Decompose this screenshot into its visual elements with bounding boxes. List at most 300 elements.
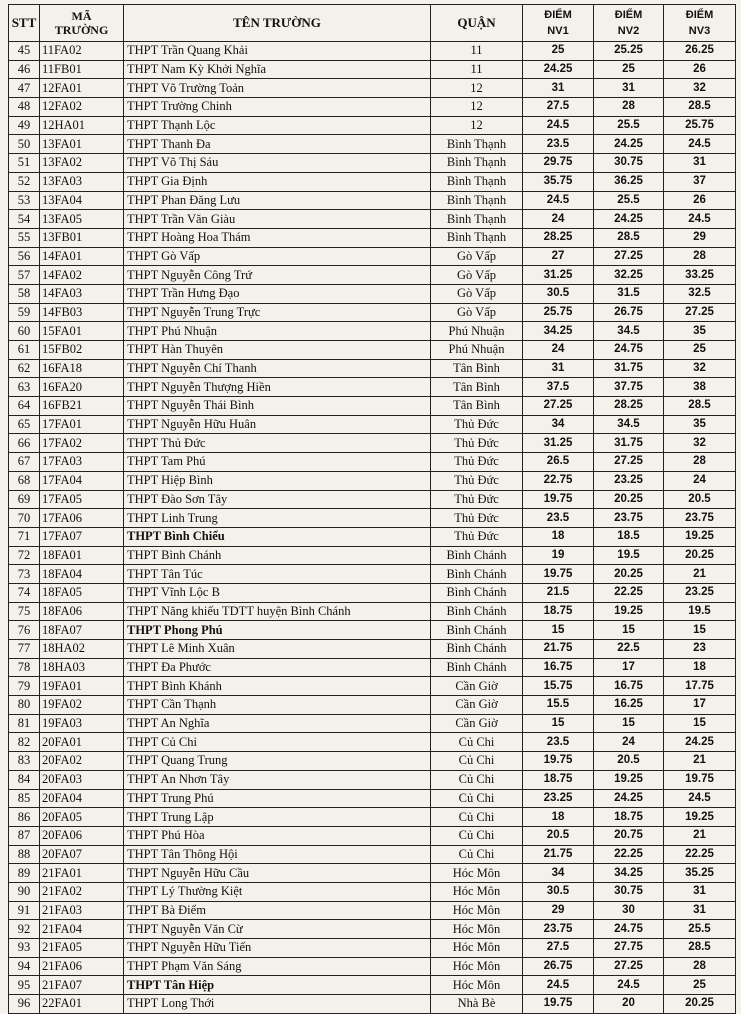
table-row	[9, 154, 736, 173]
district: Bình Chánh	[431, 546, 523, 565]
table-row	[9, 322, 736, 341]
school-name: THPT Nam Kỳ Khởi Nghĩa	[124, 60, 431, 79]
district: Thủ Đức	[431, 509, 523, 528]
district: Củ Chi	[431, 733, 523, 752]
table-row	[9, 714, 736, 733]
table-row	[9, 98, 736, 117]
table-row	[9, 284, 736, 303]
score-nv3: 21	[664, 826, 736, 845]
score-nv2: 30	[594, 901, 664, 920]
table-row	[9, 359, 736, 378]
school-code: 21FA04	[40, 920, 124, 939]
header-score-nv1	[523, 5, 594, 42]
score-nv3: 18	[664, 658, 736, 677]
school-name: THPT Hàn Thuyên	[124, 341, 431, 360]
table-row	[9, 116, 736, 135]
school-code: 13FA04	[40, 191, 124, 210]
row-number: 94	[9, 957, 40, 976]
table-row	[9, 453, 736, 472]
district: Bình Thạnh	[431, 172, 523, 191]
school-code: 16FA18	[40, 359, 124, 378]
score-nv3: 20.25	[664, 546, 736, 565]
admission-scores-document	[8, 4, 735, 1014]
school-name: THPT Nguyễn Thái Bình	[124, 397, 431, 416]
row-number: 67	[9, 453, 40, 472]
row-number: 88	[9, 845, 40, 864]
score-nv2: 16.75	[594, 677, 664, 696]
row-number: 65	[9, 415, 40, 434]
score-nv2: 19.25	[594, 602, 664, 621]
school-name: THPT Nguyễn Văn Cừ	[124, 920, 431, 939]
score-nv3: 25	[664, 341, 736, 360]
table-row	[9, 957, 736, 976]
school-code: 16FA20	[40, 378, 124, 397]
table-row	[9, 546, 736, 565]
district: Bình Thạnh	[431, 210, 523, 229]
school-code: 21FA02	[40, 882, 124, 901]
score-nv1: 27.5	[523, 939, 594, 958]
score-nv2: 36.25	[594, 172, 664, 191]
score-nv1: 31	[523, 359, 594, 378]
row-number: 45	[9, 42, 40, 61]
score-nv1: 23.5	[523, 135, 594, 154]
row-number: 95	[9, 976, 40, 995]
score-nv3: 17.75	[664, 677, 736, 696]
score-nv1: 31.25	[523, 266, 594, 285]
score-nv1: 19.75	[523, 752, 594, 771]
score-nv3: 19.5	[664, 602, 736, 621]
school-name: THPT Bình Chánh	[124, 546, 431, 565]
district: Bình Thạnh	[431, 154, 523, 173]
table-row	[9, 490, 736, 509]
score-nv3: 15	[664, 621, 736, 640]
district: Thủ Đức	[431, 453, 523, 472]
score-nv2: 19.5	[594, 546, 664, 565]
school-name: THPT Nguyễn Hữu Tiến	[124, 939, 431, 958]
table-row	[9, 658, 736, 677]
school-name: THPT An Nghĩa	[124, 714, 431, 733]
school-name: THPT Quang Trung	[124, 752, 431, 771]
score-nv2: 18.75	[594, 808, 664, 827]
row-number: 62	[9, 359, 40, 378]
row-number: 49	[9, 116, 40, 135]
school-code: 11FA02	[40, 42, 124, 61]
district: Hóc Môn	[431, 864, 523, 883]
school-code: 14FB03	[40, 303, 124, 322]
table-row	[9, 42, 736, 61]
table-row	[9, 640, 736, 659]
header-nv1-line1: ĐIỂM	[544, 9, 572, 21]
table-header	[9, 5, 736, 42]
score-nv1: 22.75	[523, 471, 594, 490]
score-nv2: 34.5	[594, 415, 664, 434]
school-code: 20FA02	[40, 752, 124, 771]
score-nv2: 34.25	[594, 864, 664, 883]
row-number: 68	[9, 471, 40, 490]
score-nv1: 20.5	[523, 826, 594, 845]
table-row	[9, 247, 736, 266]
table-row	[9, 434, 736, 453]
score-nv2: 27.75	[594, 939, 664, 958]
header-nv1-line2: NV1	[547, 25, 569, 37]
score-nv3: 23.75	[664, 509, 736, 528]
score-nv3: 32	[664, 359, 736, 378]
score-nv3: 17	[664, 696, 736, 715]
header-score-nv2	[594, 5, 664, 42]
score-nv2: 20.5	[594, 752, 664, 771]
district: Tân Bình	[431, 378, 523, 397]
score-nv3: 23	[664, 640, 736, 659]
row-number: 53	[9, 191, 40, 210]
score-nv3: 21	[664, 565, 736, 584]
score-nv1: 21.5	[523, 583, 594, 602]
score-nv1: 27.5	[523, 98, 594, 117]
school-name: THPT Bà Điểm	[124, 901, 431, 920]
school-code: 19FA03	[40, 714, 124, 733]
score-nv2: 28.25	[594, 397, 664, 416]
district: 12	[431, 98, 523, 117]
score-nv2: 27.25	[594, 957, 664, 976]
score-nv2: 31.5	[594, 284, 664, 303]
table-row	[9, 79, 736, 98]
district: Gò Vấp	[431, 266, 523, 285]
district: Gò Vấp	[431, 247, 523, 266]
score-nv3: 35	[664, 415, 736, 434]
score-nv2: 31.75	[594, 359, 664, 378]
school-name: THPT Đào Sơn Tây	[124, 490, 431, 509]
school-code: 11FB01	[40, 60, 124, 79]
score-nv1: 24	[523, 341, 594, 360]
school-code: 17FA06	[40, 509, 124, 528]
school-code: 12HA01	[40, 116, 124, 135]
row-number: 47	[9, 79, 40, 98]
row-number: 92	[9, 920, 40, 939]
score-nv1: 19.75	[523, 995, 594, 1014]
school-code: 14FA03	[40, 284, 124, 303]
school-name: THPT Nguyễn Công Trứ	[124, 266, 431, 285]
district: Bình Chánh	[431, 565, 523, 584]
header-school-code	[40, 5, 124, 42]
score-nv3: 31	[664, 154, 736, 173]
school-code: 13FA01	[40, 135, 124, 154]
school-name: THPT Năng khiếu TDTT huyện Bình Chánh	[124, 602, 431, 621]
header-score-nv3	[664, 5, 736, 42]
score-nv2: 24	[594, 733, 664, 752]
district: Cần Giờ	[431, 696, 523, 715]
table-row	[9, 696, 736, 715]
score-nv2: 27.25	[594, 247, 664, 266]
header-nv3-line2: NV3	[688, 25, 711, 37]
school-name: THPT Võ Trường Toản	[124, 79, 431, 98]
score-nv2: 25.25	[594, 42, 664, 61]
district: Hóc Môn	[431, 939, 523, 958]
district: Nhà Bè	[431, 995, 523, 1014]
school-name: THPT Bình Chiểu	[124, 527, 431, 546]
score-nv3: 20.25	[664, 995, 736, 1014]
score-nv2: 28.5	[594, 228, 664, 247]
score-nv1: 25	[523, 42, 594, 61]
score-nv2: 23.75	[594, 509, 664, 528]
table-row	[9, 228, 736, 247]
school-name: THPT Thanh Đa	[124, 135, 431, 154]
row-number: 51	[9, 154, 40, 173]
district: Tân Bình	[431, 397, 523, 416]
row-number: 69	[9, 490, 40, 509]
score-nv2: 24.75	[594, 341, 664, 360]
row-number: 82	[9, 733, 40, 752]
district: Thủ Đức	[431, 527, 523, 546]
row-number: 66	[9, 434, 40, 453]
school-name: THPT Lý Thường Kiệt	[124, 882, 431, 901]
school-name: THPT Tân Hiệp	[124, 976, 431, 995]
school-code: 13FA03	[40, 172, 124, 191]
header-district: QUẬN	[431, 5, 523, 42]
school-name: THPT Thạnh Lộc	[124, 116, 431, 135]
score-nv2: 22.5	[594, 640, 664, 659]
row-number: 89	[9, 864, 40, 883]
school-code: 21FA06	[40, 957, 124, 976]
school-code: 17FA07	[40, 527, 124, 546]
school-name: THPT Gò Vấp	[124, 247, 431, 266]
score-nv2: 30.75	[594, 154, 664, 173]
district: Bình Chánh	[431, 602, 523, 621]
school-name: THPT Đa Phước	[124, 658, 431, 677]
table-row	[9, 415, 736, 434]
score-nv3: 31	[664, 882, 736, 901]
score-nv1: 24.5	[523, 976, 594, 995]
score-nv1: 21.75	[523, 640, 594, 659]
table-row	[9, 939, 736, 958]
score-nv2: 24.25	[594, 789, 664, 808]
school-name: THPT Nguyễn Thượng Hiền	[124, 378, 431, 397]
district: Thủ Đức	[431, 434, 523, 453]
row-number: 87	[9, 826, 40, 845]
score-nv1: 18.75	[523, 770, 594, 789]
district: Hóc Môn	[431, 957, 523, 976]
district: Hóc Môn	[431, 901, 523, 920]
table-row	[9, 266, 736, 285]
district: Thủ Đức	[431, 415, 523, 434]
score-nv3: 24.5	[664, 789, 736, 808]
score-nv3: 28	[664, 247, 736, 266]
row-number: 56	[9, 247, 40, 266]
score-nv1: 30.5	[523, 284, 594, 303]
score-nv1: 19	[523, 546, 594, 565]
table-row	[9, 770, 736, 789]
school-name: THPT Nguyễn Chí Thanh	[124, 359, 431, 378]
score-nv1: 29.75	[523, 154, 594, 173]
row-number: 79	[9, 677, 40, 696]
school-code: 21FA01	[40, 864, 124, 883]
score-nv3: 31	[664, 901, 736, 920]
score-nv1: 35.75	[523, 172, 594, 191]
district: Thủ Đức	[431, 490, 523, 509]
school-code: 17FA05	[40, 490, 124, 509]
school-name: THPT Trần Quang Khải	[124, 42, 431, 61]
district: Hóc Môn	[431, 882, 523, 901]
table-row	[9, 789, 736, 808]
school-code: 13FA02	[40, 154, 124, 173]
district: Cần Giờ	[431, 714, 523, 733]
table-row	[9, 976, 736, 995]
score-nv1: 31.25	[523, 434, 594, 453]
score-nv1: 31	[523, 79, 594, 98]
table-row	[9, 808, 736, 827]
score-nv1: 34	[523, 415, 594, 434]
row-number: 55	[9, 228, 40, 247]
score-nv3: 15	[664, 714, 736, 733]
score-nv1: 24.5	[523, 116, 594, 135]
header-school-name: TÊN TRƯỜNG	[124, 5, 431, 42]
score-nv3: 26	[664, 60, 736, 79]
header-nv2-line1: ĐIỂM	[614, 9, 643, 21]
score-nv1: 27	[523, 247, 594, 266]
table-row	[9, 901, 736, 920]
school-code: 20FA05	[40, 808, 124, 827]
score-nv2: 32.25	[594, 266, 664, 285]
row-number: 52	[9, 172, 40, 191]
score-nv3: 24	[664, 471, 736, 490]
school-name: THPT Linh Trung	[124, 509, 431, 528]
district: Củ Chi	[431, 808, 523, 827]
district: Bình Thạnh	[431, 191, 523, 210]
table-row	[9, 845, 736, 864]
row-number: 50	[9, 135, 40, 154]
school-name: THPT An Nhơn Tây	[124, 770, 431, 789]
score-nv2: 15	[594, 621, 664, 640]
table-row	[9, 341, 736, 360]
row-number: 78	[9, 658, 40, 677]
header-school-code-line2: TRƯỜNG	[54, 23, 109, 37]
row-number: 72	[9, 546, 40, 565]
score-nv2: 30.75	[594, 882, 664, 901]
score-nv3: 25.75	[664, 116, 736, 135]
score-nv3: 28	[664, 453, 736, 472]
school-name: THPT Trường Chinh	[124, 98, 431, 117]
table-row	[9, 397, 736, 416]
score-nv1: 23.5	[523, 509, 594, 528]
score-nv3: 32.5	[664, 284, 736, 303]
school-name: THPT Củ Chi	[124, 733, 431, 752]
school-name: THPT Trung Lập	[124, 808, 431, 827]
row-number: 81	[9, 714, 40, 733]
school-name: THPT Tân Thông Hội	[124, 845, 431, 864]
score-nv1: 24.25	[523, 60, 594, 79]
table-row	[9, 509, 736, 528]
header-row	[9, 5, 736, 42]
score-nv3: 28	[664, 957, 736, 976]
school-name: THPT Võ Thị Sáu	[124, 154, 431, 173]
school-code: 17FA01	[40, 415, 124, 434]
row-number: 93	[9, 939, 40, 958]
score-nv3: 23.25	[664, 583, 736, 602]
score-nv2: 22.25	[594, 845, 664, 864]
score-nv1: 15.5	[523, 696, 594, 715]
score-nv3: 27.25	[664, 303, 736, 322]
row-number: 84	[9, 770, 40, 789]
score-nv1: 23.5	[523, 733, 594, 752]
school-code: 21FA03	[40, 901, 124, 920]
score-nv2: 24.75	[594, 920, 664, 939]
score-nv2: 24.25	[594, 210, 664, 229]
district: Bình Thạnh	[431, 228, 523, 247]
score-nv3: 25	[664, 976, 736, 995]
school-code: 20FA07	[40, 845, 124, 864]
score-nv1: 29	[523, 901, 594, 920]
table-row	[9, 378, 736, 397]
score-nv3: 26.25	[664, 42, 736, 61]
score-nv3: 26	[664, 191, 736, 210]
school-name: THPT Trung Phú	[124, 789, 431, 808]
school-code: 20FA01	[40, 733, 124, 752]
school-name: THPT Phú Nhuận	[124, 322, 431, 341]
score-nv2: 34.5	[594, 322, 664, 341]
district: Củ Chi	[431, 826, 523, 845]
school-code: 14FA02	[40, 266, 124, 285]
table-row	[9, 210, 736, 229]
school-code: 22FA01	[40, 995, 124, 1014]
score-nv1: 24.5	[523, 191, 594, 210]
table-row	[9, 995, 736, 1014]
district: Bình Chánh	[431, 658, 523, 677]
school-code: 17FA02	[40, 434, 124, 453]
score-nv2: 31.75	[594, 434, 664, 453]
district: Hóc Môn	[431, 976, 523, 995]
score-nv2: 28	[594, 98, 664, 117]
school-code: 15FA01	[40, 322, 124, 341]
scores-table	[8, 4, 736, 1014]
score-nv2: 16.25	[594, 696, 664, 715]
table-row	[9, 565, 736, 584]
school-name: THPT Trần Hưng Đạo	[124, 284, 431, 303]
score-nv2: 15	[594, 714, 664, 733]
score-nv1: 26.75	[523, 957, 594, 976]
score-nv1: 24	[523, 210, 594, 229]
school-name: THPT Gia Định	[124, 172, 431, 191]
district: Gò Vấp	[431, 284, 523, 303]
district: Củ Chi	[431, 789, 523, 808]
table-row	[9, 583, 736, 602]
school-name: THPT Tam Phú	[124, 453, 431, 472]
table-row	[9, 882, 736, 901]
score-nv2: 26.75	[594, 303, 664, 322]
score-nv3: 32	[664, 79, 736, 98]
table-row	[9, 303, 736, 322]
score-nv2: 27.25	[594, 453, 664, 472]
score-nv2: 22.25	[594, 583, 664, 602]
row-number: 96	[9, 995, 40, 1014]
score-nv3: 37	[664, 172, 736, 191]
row-number: 46	[9, 60, 40, 79]
row-number: 80	[9, 696, 40, 715]
table-row	[9, 602, 736, 621]
school-code: 18FA05	[40, 583, 124, 602]
school-name: THPT Tân Túc	[124, 565, 431, 584]
score-nv1: 15	[523, 714, 594, 733]
score-nv1: 15	[523, 621, 594, 640]
header-stt: STT	[9, 5, 40, 42]
district: Thủ Đức	[431, 471, 523, 490]
score-nv3: 19.25	[664, 527, 736, 546]
school-name: THPT Phạm Văn Sáng	[124, 957, 431, 976]
row-number: 71	[9, 527, 40, 546]
school-name: THPT Nguyễn Hữu Cầu	[124, 864, 431, 883]
score-nv1: 18.75	[523, 602, 594, 621]
school-name: THPT Bình Khánh	[124, 677, 431, 696]
table-row	[9, 677, 736, 696]
table-row	[9, 621, 736, 640]
school-code: 13FB01	[40, 228, 124, 247]
